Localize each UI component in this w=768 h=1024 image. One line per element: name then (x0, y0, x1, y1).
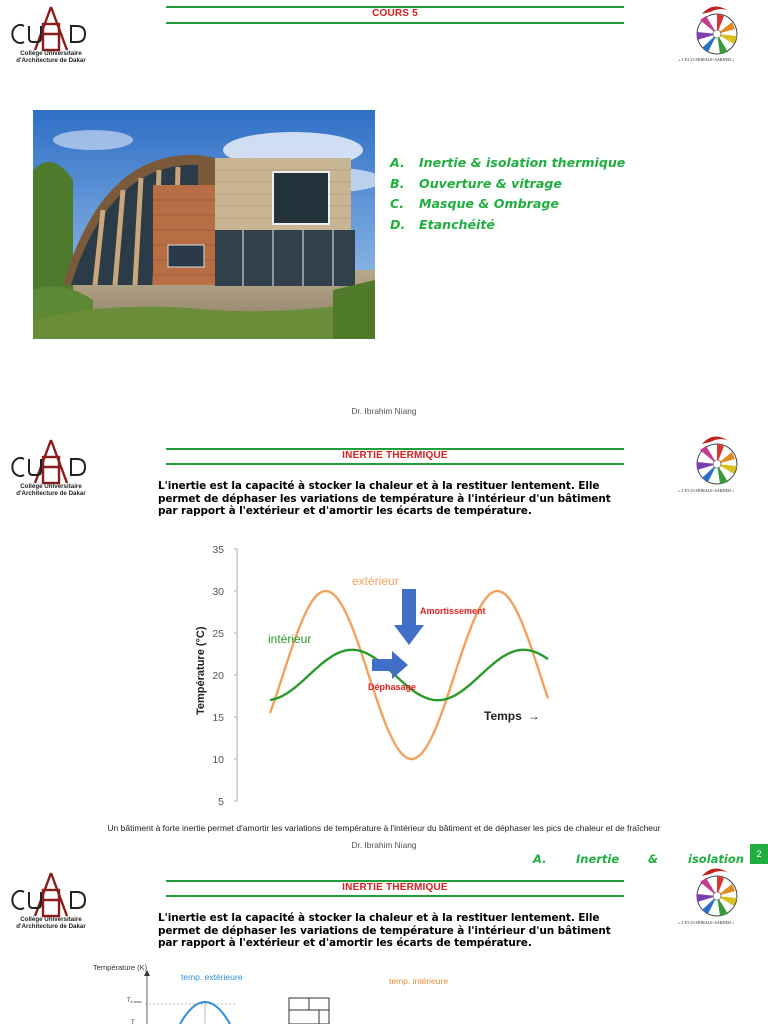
cuad-caption-2: Collège Universitaire d'Architecture de Dakar (16, 483, 86, 497)
cuad-caption-3: Collège Universitaire d'Architecture de Dakar (16, 916, 86, 930)
section-banner: A. Inertie & isolation (533, 852, 744, 866)
amortissement-label: Amortissement (420, 606, 486, 616)
cuad-caption: Collège Universitaire d'Architecture de Dakar (16, 50, 86, 64)
menu-item-d[interactable]: D. Etanchéité (390, 216, 495, 232)
page-number-badge: 2 (750, 844, 768, 864)
house-photo (33, 110, 375, 339)
series-interieur-line (270, 650, 548, 700)
diagram-ext-label: temp. extérieure (181, 972, 243, 982)
x-axis-label: Temps → (484, 709, 540, 723)
header-title: COURS 5 (372, 8, 418, 19)
temperature-diagram (85, 958, 505, 1024)
amortissement-arrow (394, 589, 424, 645)
y-axis-label: Température (°C) (195, 626, 207, 715)
inertia-chart (180, 535, 580, 810)
y-tick-label: 30 (212, 586, 224, 598)
slide1-footer: Dr. Ibrahim Niang (351, 406, 417, 416)
header-title-3: INERTIE THERMIQUE (342, 882, 448, 893)
y-tick-label: 35 (212, 544, 224, 556)
eco-spiral-caption-3: « L'ECO-SPIRALE-AARHIM » (678, 920, 735, 925)
diagram-building-icon (289, 998, 329, 1024)
diagram-int-label: temp. intérieure (389, 976, 449, 986)
inertia-definition: L'inertie est la capacité à stocker la chaleur et à la restituer lentement. Elle permet de déphaser les variations de température à l'intérieur d'un bâtiment par rapport à l'extérieur et d'amortir les écarts de température. (158, 480, 611, 518)
slide2-header (166, 448, 624, 466)
y-tick-label: 25 (212, 628, 224, 640)
diagram-tick-min: T (131, 1020, 135, 1024)
slide3-header (166, 880, 624, 898)
y-axis (212, 544, 237, 808)
eco-spiral-caption: « L'ECO-SPIRALE-AARHIM » (678, 57, 735, 62)
series-interieur-label: intérieur (268, 632, 312, 646)
slide2-footer: Dr. Ibrahim Niang (351, 840, 417, 850)
chart-caption: Un bâtiment à forte inertie permet d'amortir les variations de température à l'intérieur du bâtiment et de déphaser les pics de chaleur et de fraîcheur (107, 823, 661, 833)
dephasage-label: Déphasage (368, 682, 417, 692)
y-tick-label: 10 (212, 754, 224, 766)
y-tick-label: 15 (212, 712, 224, 724)
y-tick-label: 5 (218, 796, 224, 808)
diagram-tick-max: Te,max (127, 998, 142, 1004)
dephasage-arrow (372, 651, 408, 679)
eco-spiral-logo-3 (680, 864, 750, 926)
menu-item-c[interactable]: C. Masque & Ombrage (390, 196, 559, 212)
menu-item-b[interactable]: B. Ouverture & vitrage (390, 175, 562, 191)
course-menu (390, 153, 625, 235)
series-exterieur-label: extérieur (352, 574, 399, 588)
y-tick-label: 20 (212, 670, 224, 682)
eco-spiral-logo (680, 2, 750, 64)
diagram-y-label: Température (K) (93, 963, 148, 972)
eco-spiral-logo-2 (680, 432, 750, 494)
eco-spiral-caption-2: « L'ECO-SPIRALE-AARHIM » (678, 488, 735, 493)
header-title-2: INERTIE THERMIQUE (342, 450, 448, 461)
inertia-definition-3: L'inertie est la capacité à stocker la chaleur et à la restituer lentement. Elle permet de déphaser les variations de température à l'intérieur d'un bâtiment par rapport à l'extérieur et d'amortir les écarts de température. (158, 912, 611, 950)
slide1-header (166, 6, 624, 24)
menu-item-a[interactable]: A. Inertie & isolation thermique (390, 155, 626, 170)
